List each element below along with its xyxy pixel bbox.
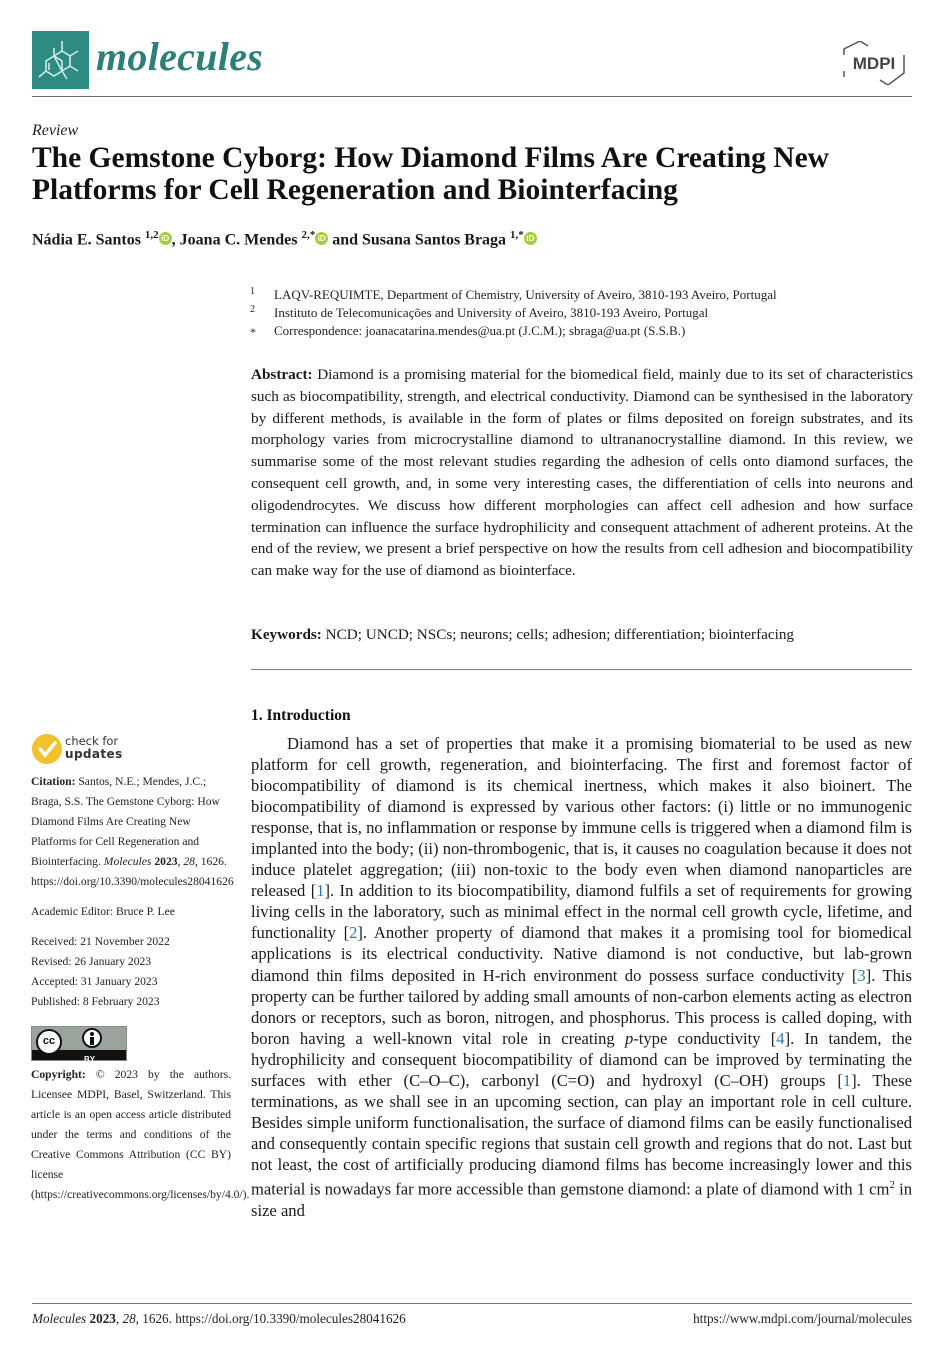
checkmark-icon bbox=[32, 734, 62, 764]
mdpi-logo[interactable] bbox=[838, 41, 910, 85]
footer-divider bbox=[32, 1303, 912, 1304]
reference-link[interactable]: 2 bbox=[349, 923, 358, 943]
sidebar bbox=[31, 734, 250, 1205]
author-separator: , bbox=[171, 231, 180, 249]
section-heading-introduction: 1. Introduction bbox=[251, 707, 351, 724]
author-affiliation-mark: 1,2 bbox=[144, 229, 159, 241]
paragraph-text: ]. These terminations, as we shall see in an upcoming section, can play an important role in cell culture. Besides simple uniform functionalisation, the surface of diamond films can be easily functionalised and consequently contain specific regions that sustain cell growth and regions that do not. Last but not least, the cost of artificially producing diamond films has become increasingly lower and this material is nowadays far more accessible than gemstone diamond: a plate of diamond with 1 cm bbox=[251, 1070, 912, 1199]
paragraph-text: ]. This property can be further tailored by adding small amounts of non-carbon elements acting as electron donors or receptors, such as boron, nitrogen, and phosphorus. This process is called doping, with boron having a well-known vital role in creating bbox=[251, 965, 912, 1048]
date-accepted: Accepted: 31 January 2023 bbox=[31, 975, 158, 988]
reference-link[interactable]: 3 bbox=[857, 965, 866, 985]
author-affiliation-mark: 1,* bbox=[510, 229, 524, 241]
keywords bbox=[251, 624, 913, 645]
footer-citation: Molecules 2023, 28, 1626. https://doi.org/10.3390/molecules28041626 bbox=[32, 1311, 406, 1326]
paragraph-text: Diamond has a set of properties that make it a promising biomaterial to be used as new platform for cell growth, regeneration, and biointerfacing. The first and foremost factor of biocompatibility of diamond is its chemical inertness, which makes it also bioinert. The biocompatibility of diamond is expressed by various other factors: (i) little or no immunogenic response, that is, no inflammation or response by immune cells is triggered when a diamond film is implanted into the body; (ii) non-thrombogenic, that is, it causes no coagulation because it does not induce platelet aggregation; (iii) non-toxic to the body even when diamond nanoparticles are released [ bbox=[251, 734, 912, 901]
creative-commons-icon: cc bbox=[36, 1029, 62, 1055]
reference-link[interactable]: 1 bbox=[316, 881, 325, 901]
author-name[interactable]: Joana C. Mendes bbox=[179, 231, 302, 249]
affiliations bbox=[250, 286, 920, 340]
paragraph-text: -type conductivity [ bbox=[633, 1028, 777, 1048]
cc-by-license-badge[interactable]: cc BY bbox=[31, 1026, 127, 1061]
reference-link[interactable]: 4 bbox=[776, 1028, 785, 1048]
author-name[interactable]: Nádia E. Santos bbox=[32, 231, 145, 249]
article-type: Review bbox=[32, 122, 79, 139]
article-title: The Gemstone Cyborg: How Diamond Films Are Creating New Platforms for Cell Regeneration and Biointerfacing bbox=[32, 142, 829, 206]
keywords-label: Keywords: bbox=[251, 626, 322, 643]
check-for-updates-button[interactable]: check for updates bbox=[31, 734, 231, 768]
italic-text: p bbox=[624, 1028, 634, 1048]
superscript: 2 bbox=[889, 1178, 895, 1191]
mdpi-text: MDPI bbox=[852, 54, 896, 73]
date-published: Published: 8 February 2023 bbox=[31, 995, 160, 1008]
date-revised: Revised: 26 January 2023 bbox=[31, 955, 152, 968]
paragraph-text: ]. In addition to its biocompatibility, diamond fulfils a set of requirements for growing living cells in the laboratory, such as minimal effect in the normal cell growth cycle, lifetime, and functionality [ bbox=[251, 881, 912, 943]
author-separator: and bbox=[328, 231, 362, 249]
author-name[interactable]: Susana Santos Braga bbox=[362, 231, 511, 249]
correspondence: * Correspondence: joanacatarina.mendes@ua.pt (J.C.M.); sbraga@ua.pt (S.S.B.) bbox=[250, 323, 686, 339]
paragraph-text: ]. In tandem, the hydrophilicity and consequent biocompatibility of diamond can be improved by terminating the surfaces with ether (C–O–C), carbonyl (C=O) and hydroxyl (C–OH) groups [ bbox=[251, 1028, 912, 1090]
orcid-icon[interactable]: iD bbox=[159, 232, 172, 245]
footer-doi-link[interactable]: , 1626. https://doi.org/10.3390/molecules28041626 bbox=[135, 1311, 406, 1326]
attribution-person-icon bbox=[82, 1028, 102, 1048]
author-list bbox=[32, 229, 537, 249]
affiliation-1: 1 LAQV-REQUIMTE, Department of Chemistry, University of Aveiro, 3810-193 Aveiro, Portugal bbox=[250, 286, 777, 302]
affiliation-2: 2 Instituto de Telecomunicações and University of Aveiro, 3810-193 Aveiro, Portugal bbox=[250, 304, 709, 320]
orcid-icon[interactable]: iD bbox=[315, 232, 328, 245]
reference-link[interactable]: 1 bbox=[842, 1070, 852, 1090]
citation: Citation: Santos, N.E.; Mendes, J.C.; Braga, S.S. The Gemstone Cyborg: How Diamond Films Are Creating New Platforms for Cell Regeneration and Biointerfacing. Molecules 2023, 28, 1626. https://doi.org/10.3390/molecules28041626 bbox=[31, 775, 234, 888]
molecule-structure-icon bbox=[32, 31, 89, 89]
abstract-label: Abstract: bbox=[251, 366, 313, 383]
introduction-paragraph bbox=[251, 733, 912, 1221]
paragraph-text: in size and bbox=[251, 1179, 913, 1220]
journal-header bbox=[32, 31, 912, 97]
journal-url-link[interactable]: https://www.mdpi.com/journal/molecules bbox=[693, 1311, 912, 1326]
abstract bbox=[251, 364, 913, 582]
date-received: Received: 21 November 2022 bbox=[31, 935, 170, 948]
abstract-text: Diamond is a promising material for the biomedical field, mainly due to its set of characteristics such as biocompatibility, strength, and electrical conductivity. Diamond can be synthesised in the laboratory by different methods, is available in the form of plates or films deposited on foreign substrates, and its morphology varies from microcrystalline diamond to ultrananocrystalline diamond. In this review, we summarise some of the most relevant studies regarding the adhesion of cells onto diamond surfaces, the consequent cell growth, and, in some very interesting cases, the differentiation of cells into neurons and oligodendrocytes. We discuss how different morphologies can affect cell adhesion and how surface termination can influence the surface hydrophilicity and consequent attachment of adherent proteins. At the end of the review, we present a brief perspective on how the results from cell adhesion and biocompatibility can make way for the use of diamond as biointerface. bbox=[251, 366, 913, 580]
author-affiliation-mark: 2,* bbox=[301, 229, 316, 241]
citation-doi-link[interactable]: , 1626. https://doi.org/10.3390/molecules28041626 bbox=[31, 855, 234, 888]
keywords-text: NCD; UNCD; NSCs; neurons; cells; adhesion; differentiation; biointerfacing bbox=[325, 626, 795, 643]
paragraph-text: ]. Another property of diamond that makes it a promising tool for biomedical applications is its electrical conductivity. Native diamond is not conductive, but lab-grown diamond thin films deposited in H-rich environment do possess surface conductivity [ bbox=[251, 923, 912, 985]
journal-name: molecules bbox=[96, 34, 264, 79]
academic-editor: Academic Editor: Bruce P. Lee bbox=[31, 905, 175, 918]
orcid-icon[interactable]: iD bbox=[524, 232, 537, 245]
divider bbox=[251, 669, 912, 670]
copyright: Copyright: © 2023 by the authors. Licensee MDPI, Basel, Switzerland. This article is an open access article distributed under the terms and conditions of the Creative Commons Attribution (CC BY) license (https://creativecommons.org/licenses/by/4.0/). bbox=[31, 1068, 250, 1201]
